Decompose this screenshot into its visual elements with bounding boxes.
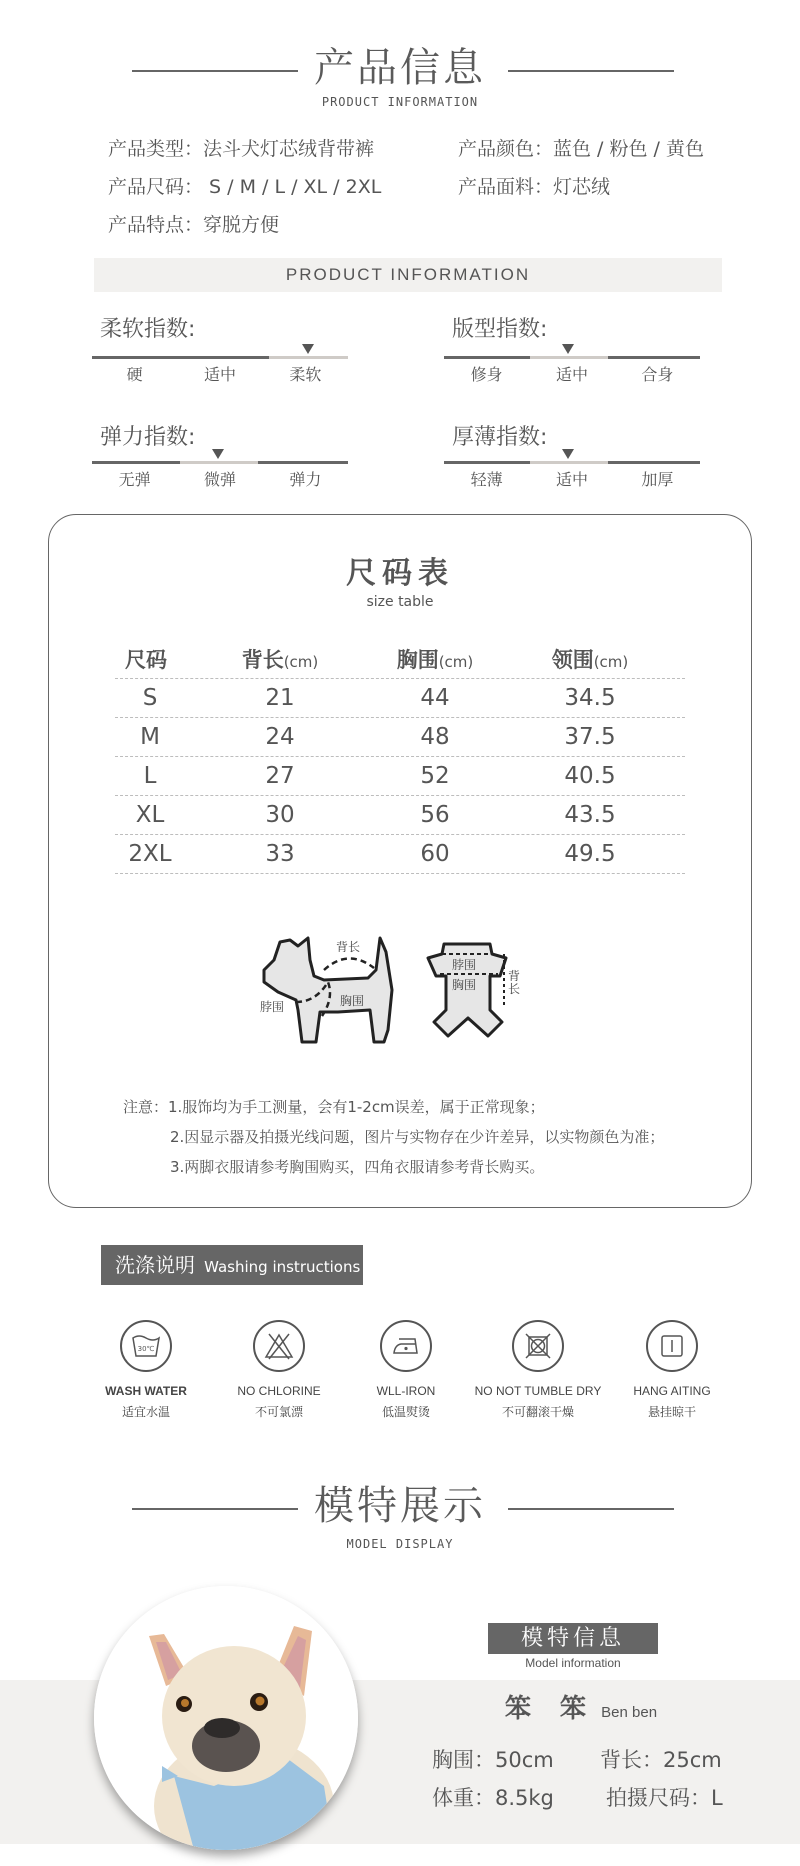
option-soft: 柔软 [289,365,322,384]
model-name-en: Ben ben [601,1704,658,1721]
option-medium: 适中 [203,365,236,384]
size-table-subtitle: size table [366,594,434,610]
info-value: 法斗犬灯芯绒背带裤 [203,138,375,160]
info-value: 蓝色 / 粉色 / 黄色 [553,138,704,160]
table-header [115,640,685,679]
wash-item-en: WLL-IRON [376,1384,436,1398]
model-name [505,1688,657,1725]
wash-item-no-tumble [463,1320,613,1420]
garment-measurement-diagram [418,940,528,1050]
label-back-length: 背长 [336,940,361,954]
info-feature [108,210,279,237]
cell-back-length: 30 [265,802,295,828]
model-display-title: 模特展示 [314,1483,486,1529]
cell-neck: 40.5 [564,763,616,789]
model-photo [94,1586,358,1850]
wash-item-en: HANG AITING [633,1384,711,1398]
washing-tag-en: Washing instructions [204,1258,361,1276]
cell-chest: 44 [420,685,450,711]
wash-item-hang-dry [597,1320,747,1420]
wash-item-en: NO CHLORINE [237,1384,321,1398]
header-label: 领围 [551,648,594,672]
size-notes [123,1092,664,1182]
option-slight-stretch: 微弹 [203,470,236,489]
model-weight: 体重：8.5kg [432,1786,554,1810]
page-title: 产品信息 [314,45,486,91]
index-bar [92,356,348,359]
info-value: 灯芯绒 [553,176,611,198]
wash-item-zh: 不可氯漂 [254,1405,303,1419]
option-regular: 合身 [641,365,674,384]
dog-silhouette-icon [258,930,408,1050]
info-value: 穿脱方便 [203,214,280,236]
wash-item-en: NO NOT TUMBLE DRY [474,1384,602,1398]
index-bar [92,461,348,464]
wash-item-zh: 低温熨烫 [381,1405,430,1419]
table-row [115,718,685,757]
index-label: 柔软指数: [100,317,196,342]
index-label: 弹力指数: [100,425,196,450]
label-chest: 胸围 [340,994,365,1008]
washing-tag-zh: 洗涤说明 [115,1253,195,1277]
cell-back-length: 33 [265,841,295,867]
wash-item-water [71,1320,221,1420]
washing-instructions-tag [101,1245,363,1285]
option-slim: 修身 [470,365,503,384]
option-thin: 轻薄 [470,470,503,489]
cell-neck: 49.5 [564,841,616,867]
model-back-length: 背长：25cm [600,1748,722,1772]
cell-neck: 43.5 [564,802,616,828]
header-back-length [185,644,375,674]
cell-size: S [142,685,158,711]
index-options [92,467,348,490]
info-label: 产品尺码： [108,176,204,198]
model-name-zh: 笨 笨 [505,1694,597,1724]
model-chest: 胸围：50cm [432,1748,554,1772]
wash-item-zh: 悬挂晾干 [647,1405,696,1419]
model-display-subtitle: MODEL DISPLAY [346,1537,454,1551]
table-row [115,796,685,835]
dog-measurement-diagram [258,930,408,1050]
french-bulldog-image [94,1586,358,1850]
product-info-heading [0,36,800,109]
label-neck: 脖围 [452,958,477,972]
no-bleach-icon [253,1320,305,1372]
wash-30-icon [120,1320,172,1372]
size-table-title: 尺码表 [346,556,454,591]
header-size: 尺码 [125,648,167,672]
wash-item-zh: 适宜水温 [121,1405,170,1419]
header-label: 胸围 [396,648,439,672]
size-table [115,640,685,874]
index-options [444,467,700,490]
marker-triangle-icon [302,344,314,354]
index-options [92,362,348,385]
info-label: 产品颜色： [458,138,554,160]
svg-text:30℃: 30℃ [137,1345,155,1353]
index-bar [444,461,700,464]
info-size [108,172,381,199]
note-line-3: 3.两脚衣服请参考胸围购买，四角衣服请参考背长购买。 [170,1158,545,1176]
cell-back-length: 27 [265,763,295,789]
cell-back-length: 24 [265,724,295,750]
marker-triangle-icon [562,449,574,459]
header-unit: (cm) [283,653,319,671]
option-stretch: 弹力 [289,470,322,489]
wash-item-low-iron [331,1320,481,1420]
cell-chest: 52 [420,763,450,789]
marker-triangle-icon [212,449,224,459]
page-subtitle: PRODUCT INFORMATION [321,95,479,109]
index-label: 厚薄指数: [452,425,548,450]
cell-back-length: 21 [265,685,295,711]
marker-triangle-icon [562,344,574,354]
cell-neck: 34.5 [564,685,616,711]
option-thick: 加厚 [641,470,674,489]
table-row [115,757,685,796]
header-chest [375,644,495,674]
wash-item-en: WASH WATER [105,1384,187,1398]
info-fabric [458,172,610,199]
hang-dry-icon [646,1320,698,1372]
cell-size: L [143,763,157,789]
header-neck [495,644,685,674]
size-table-heading [0,548,800,610]
info-type [108,134,374,161]
label-chest: 胸围 [452,978,477,992]
model-size: 拍摄尺码：L [606,1786,723,1810]
model-info-subtitle: Model information [525,1656,621,1670]
table-row [115,679,685,718]
header-unit: (cm) [593,653,629,671]
cell-neck: 37.5 [564,724,616,750]
cell-chest: 48 [420,724,450,750]
header-label: 背长 [241,648,284,672]
model-display-heading [0,1474,800,1551]
cell-size: M [140,724,160,750]
info-label: 产品特点： [108,214,204,236]
model-info-tag: 模特信息 [488,1623,658,1654]
no-tumble-dry-icon [512,1320,564,1372]
note-line-2: 2.因显示器及拍摄光线问题，图片与实物存在少许差异，以实物颜色为准； [170,1128,665,1146]
wash-item-zh: 不可翻滚干燥 [501,1405,574,1419]
option-medium: 适中 [555,365,588,384]
option-hard: 硬 [126,365,143,384]
info-value: S / M / L / XL / 2XL [203,176,382,198]
product-info-banner: PRODUCT INFORMATION [94,258,722,292]
label-neck: 脖围 [260,1000,285,1014]
info-label: 产品面料： [458,176,554,198]
index-bar [444,356,700,359]
low-iron-icon [380,1320,432,1372]
option-no-stretch: 无弹 [118,470,151,489]
table-row [115,835,685,874]
header-unit: (cm) [438,653,474,671]
index-options [444,362,700,385]
label-back-length: 背长 [508,969,521,996]
option-medium: 适中 [555,470,588,489]
note-line-1: 注意：1.服饰均为手工测量，会有1-2cm误差，属于正常现象； [123,1098,545,1116]
cell-chest: 60 [420,841,450,867]
info-label: 产品类型： [108,138,204,160]
cell-size: 2XL [128,841,172,867]
cell-size: XL [135,802,165,828]
info-color [458,134,704,161]
cell-chest: 56 [420,802,450,828]
index-label: 版型指数: [452,317,548,342]
